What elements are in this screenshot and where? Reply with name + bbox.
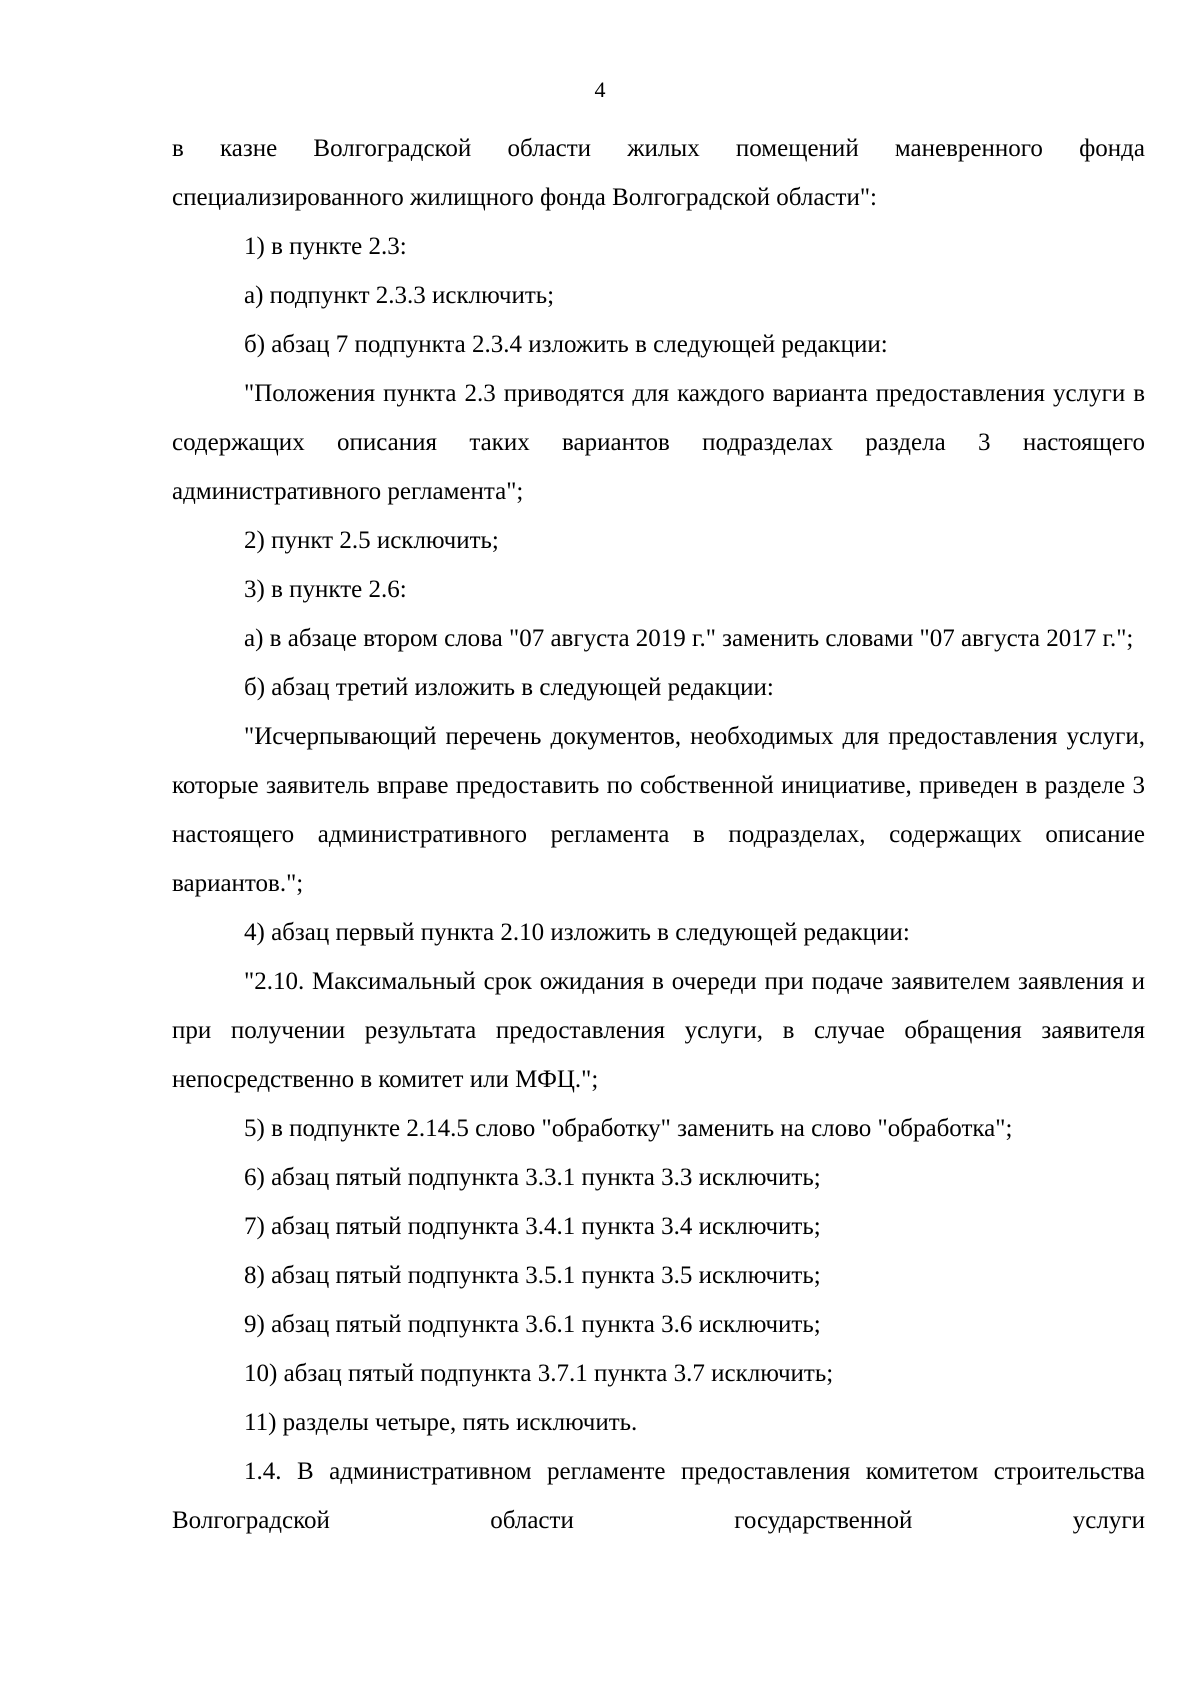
paragraph-quote-2-10: "2.10. Максимальный срок ожидания в очереди при подаче заявителем заявления и при получении результата предоставления услуги, в случае обращения заявителя непосредственно в комитет или МФЦ.";: [172, 968, 1145, 1093]
paragraph-item-5: 5) в подпункте 2.14.5 слово "обработку" заменить на слово "обработка";: [244, 1115, 1013, 1142]
paragraph-item-2: 2) пункт 2.5 исключить;: [244, 527, 499, 554]
paragraph-item-3a: а) в абзаце втором слова "07 августа 2019 г." заменить словами "07 августа 2017 г.";: [244, 625, 1134, 652]
document-body: [172, 124, 1145, 1545]
paragraph-item-1a: а) подпункт 2.3.3 исключить;: [244, 282, 555, 309]
paragraph-quote-2-3: "Положения пункта 2.3 приводятся для каждого варианта предоставления услуги в содержащих описания таких вариантов подразделах раздела 3 настоящего административного регламента";: [172, 380, 1145, 505]
paragraph-item-9: 9) абзац пятый подпункта 3.6.1 пункта 3.6 исключить;: [244, 1311, 821, 1338]
paragraph-item-10: 10) абзац пятый подпункта 3.7.1 пункта 3.7 исключить;: [244, 1360, 834, 1387]
page-number: 4: [594, 77, 606, 102]
paragraph-quote-documents: "Исчерпывающий перечень документов, необходимых для предоставления услуги, которые заявитель вправе предоставить по собственной инициативе, приведен в разделе 3 настоящего административного регламента в подразделах, содержащих описание вариантов.";: [172, 723, 1145, 897]
paragraph-item-8: 8) абзац пятый подпункта 3.5.1 пункта 3.5 исключить;: [244, 1262, 821, 1289]
paragraph-item-1b: б) абзац 7 подпункта 2.3.4 изложить в следующей редакции:: [244, 331, 888, 358]
paragraph-section-1-4: 1.4. В административном регламенте предоставления комитетом строительства Волгоградской области государственной услуги: [172, 1458, 1145, 1534]
paragraph-item-3b: б) абзац третий изложить в следующей редакции:: [244, 674, 774, 701]
paragraph-item-7: 7) абзац пятый подпункта 3.4.1 пункта 3.4 исключить;: [244, 1213, 821, 1240]
paragraph-item-1: 1) в пункте 2.3:: [244, 233, 407, 260]
paragraph-item-11: 11) разделы четыре, пять исключить.: [244, 1409, 638, 1436]
paragraph-item-6: 6) абзац пятый подпункта 3.3.1 пункта 3.3 исключить;: [244, 1164, 821, 1191]
paragraph-item-3: 3) в пункте 2.6:: [244, 576, 407, 603]
paragraph-item-4: 4) абзац первый пункта 2.10 изложить в следующей редакции:: [244, 919, 910, 946]
paragraph-continuation: в казне Волгоградской области жилых помещений маневренного фонда специализированного жилищного фонда Волгоградской области":: [172, 135, 1145, 211]
